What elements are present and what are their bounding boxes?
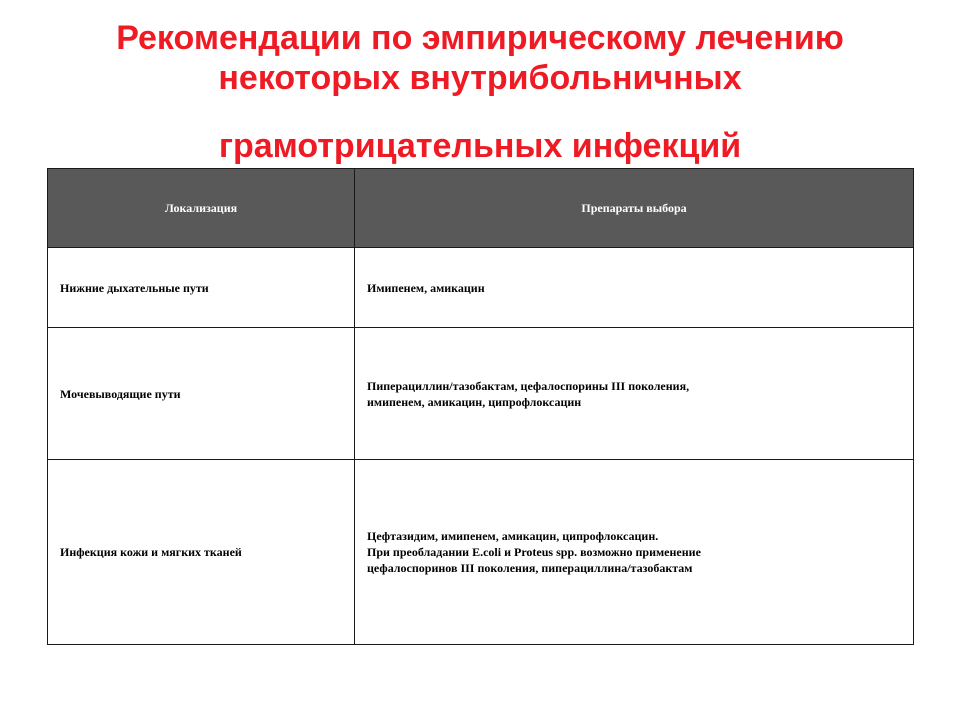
- drugs-line: Цефтазидим, имипенем, амикацин, ципрофлоксацин.: [367, 529, 659, 543]
- drugs-line: имипенем, амикацин, ципрофлоксацин: [367, 394, 582, 409]
- header-drugs-of-choice: Препараты выбора: [355, 169, 914, 248]
- slide-title: [40, 18, 920, 165]
- title-line-3: грамотрицательных инфекций: [218, 127, 742, 165]
- recommendations-table: [47, 168, 914, 645]
- site-cell: Нижние дыхательные пути: [48, 248, 355, 328]
- drugs-line: Имипенем, амикацин: [367, 280, 485, 295]
- table-row: [48, 248, 914, 328]
- header-localization: Локализация: [48, 169, 355, 248]
- title-line-2: некоторых внутрибольничных: [218, 59, 742, 97]
- table-row: [48, 460, 914, 645]
- table-row: [48, 328, 914, 460]
- site-cell: Мочевыводящие пути: [48, 328, 355, 460]
- drugs-cell: [355, 328, 914, 460]
- drugs-cell: [355, 248, 914, 328]
- table-header-row: [48, 169, 914, 248]
- drugs-line: При преобладании E.coli и Proteus spp. возможно применение: [367, 545, 701, 559]
- drugs-cell: [355, 460, 914, 645]
- drugs-line: цефалоспоринов III поколения, пиперациллина/тазобактам: [367, 561, 693, 575]
- title-line-1: Рекомендации по эмпирическому лечению: [116, 19, 844, 57]
- drugs-line: Пиперациллин/тазобактам, цефалоспорины III поколения,: [367, 378, 690, 393]
- site-cell: Инфекция кожи и мягких тканей: [48, 460, 355, 645]
